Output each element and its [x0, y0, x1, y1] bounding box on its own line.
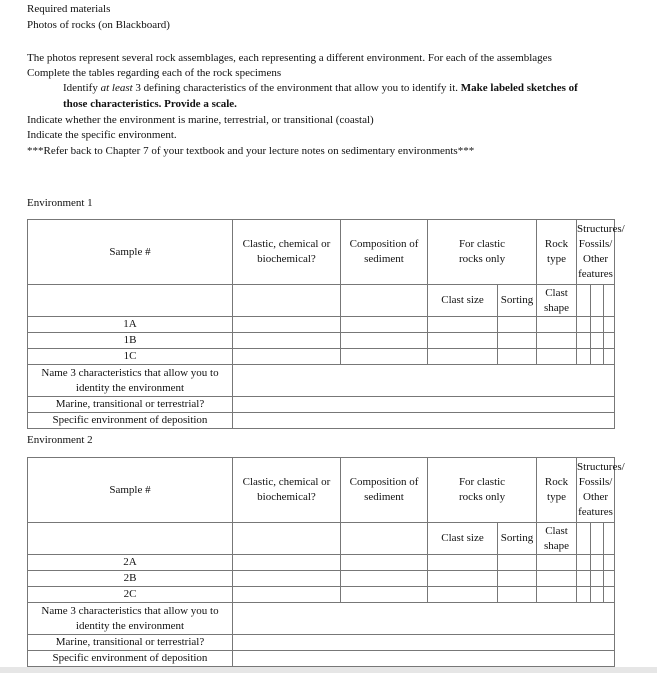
empty-cell[interactable]: [591, 285, 604, 317]
table-cell[interactable]: [428, 317, 498, 333]
sorting-header: Sorting: [498, 523, 537, 555]
characteristics-answer-cell[interactable]: [233, 603, 615, 635]
sample-label: 1B: [28, 333, 233, 349]
table-cell[interactable]: [591, 571, 604, 587]
indicate-environment-text: Indicate whether the environment is marine, terrestrial, or transitional (coastal): [27, 114, 374, 126]
table-cell[interactable]: [604, 587, 615, 603]
table-cell[interactable]: [428, 333, 498, 349]
for-clastic-header: For clastic rocks only: [428, 458, 537, 523]
empty-cell[interactable]: [341, 523, 428, 555]
intro-text: The photos represent several rock assemblages, each representing a different environment. For each of the assemblages: [27, 52, 552, 64]
environment-2-table: [27, 457, 625, 667]
table-cell[interactable]: [577, 349, 591, 365]
table-cell[interactable]: [498, 333, 537, 349]
composition-header: Composition of sediment: [341, 458, 428, 523]
table-cell[interactable]: [233, 555, 341, 571]
table-cell[interactable]: [428, 587, 498, 603]
required-materials-heading: Required materials: [27, 3, 111, 15]
marine-label: Marine, transitional or terrestrial?: [28, 635, 233, 651]
table-cell[interactable]: [498, 587, 537, 603]
table-cell[interactable]: [233, 333, 341, 349]
characteristics-answer-cell[interactable]: [233, 365, 615, 397]
table-cell[interactable]: [537, 571, 577, 587]
environment-1-title: Environment 1: [27, 197, 93, 209]
clast-shape-header: Clast shape: [537, 285, 577, 317]
table-cell[interactable]: [604, 333, 615, 349]
table-cell[interactable]: [341, 571, 428, 587]
specific-environment-label: Specific environment of deposition: [28, 651, 233, 667]
table-cell[interactable]: [604, 555, 615, 571]
empty-cell[interactable]: [28, 285, 233, 317]
empty-cell[interactable]: [577, 285, 591, 317]
table-cell[interactable]: [577, 555, 591, 571]
specific-answer-cell[interactable]: [233, 651, 615, 667]
table-cell[interactable]: [428, 555, 498, 571]
table-cell[interactable]: [537, 333, 577, 349]
rock-type-header: Rock type: [537, 458, 577, 523]
table-cell[interactable]: [233, 317, 341, 333]
table-cell[interactable]: [604, 349, 615, 365]
table-cell[interactable]: [537, 555, 577, 571]
environment-2-title: Environment 2: [27, 434, 93, 446]
sorting-header: Sorting: [498, 285, 537, 317]
table-cell[interactable]: [591, 587, 604, 603]
sample-label: 1C: [28, 349, 233, 365]
table-cell[interactable]: [428, 349, 498, 365]
clast-shape-header: Clast shape: [537, 523, 577, 555]
empty-cell[interactable]: [604, 285, 615, 317]
clast-size-header: Clast size: [428, 285, 498, 317]
table-cell[interactable]: [604, 317, 615, 333]
marine-answer-cell[interactable]: [233, 397, 615, 413]
table-cell[interactable]: [341, 555, 428, 571]
table-cell[interactable]: [498, 317, 537, 333]
sample-label: 2A: [28, 555, 233, 571]
empty-cell[interactable]: [233, 523, 341, 555]
identify-text: Identify at least 3 defining characteristics of the environment that allow you to identify it. Make labeled sketches of: [63, 82, 578, 94]
clastic-header: Clastic, chemical or biochemical?: [233, 220, 341, 285]
table-cell[interactable]: [233, 571, 341, 587]
sample-header: Sample #: [28, 220, 233, 285]
table-cell[interactable]: [498, 349, 537, 365]
table-cell[interactable]: [577, 587, 591, 603]
table-cell[interactable]: [498, 555, 537, 571]
clast-size-header: Clast size: [428, 523, 498, 555]
table-cell[interactable]: [577, 333, 591, 349]
table-cell[interactable]: [537, 587, 577, 603]
indicate-specific-text: Indicate the specific environment.: [27, 129, 177, 141]
table-cell[interactable]: [233, 349, 341, 365]
empty-cell[interactable]: [591, 523, 604, 555]
empty-cell[interactable]: [233, 285, 341, 317]
sample-label: 1A: [28, 317, 233, 333]
environment-1-table: [27, 219, 625, 429]
table-cell[interactable]: [591, 349, 604, 365]
specific-environment-label: Specific environment of deposition: [28, 413, 233, 429]
photos-note: Photos of rocks (on Blackboard): [27, 19, 170, 31]
table-cell[interactable]: [233, 587, 341, 603]
structures-header: Structures/ Fossils/ Other features: [577, 458, 615, 523]
name-characteristics-label: Name 3 characteristics that allow you to identity the environment: [28, 603, 233, 635]
identify-text-continued: those characteristics. Provide a scale.: [63, 98, 237, 110]
table-cell[interactable]: [341, 587, 428, 603]
empty-cell[interactable]: [341, 285, 428, 317]
table-cell[interactable]: [591, 333, 604, 349]
for-clastic-header: For clastic rocks only: [428, 220, 537, 285]
sample-header: Sample #: [28, 458, 233, 523]
rock-type-header: Rock type: [537, 220, 577, 285]
table-cell[interactable]: [591, 555, 604, 571]
clastic-header: Clastic, chemical or biochemical?: [233, 458, 341, 523]
composition-header: Composition of sediment: [341, 220, 428, 285]
table-cell[interactable]: [341, 349, 428, 365]
specific-answer-cell[interactable]: [233, 413, 615, 429]
name-characteristics-label: Name 3 characteristics that allow you to identity the environment: [28, 365, 233, 397]
table-cell[interactable]: [498, 571, 537, 587]
table-cell[interactable]: [577, 317, 591, 333]
table-cell[interactable]: [537, 317, 577, 333]
structures-header: Structures/ Fossils/ Other features: [577, 220, 615, 285]
marine-answer-cell[interactable]: [233, 635, 615, 651]
refer-back-text: ***Refer back to Chapter 7 of your textbook and your lecture notes on sedimentary environments***: [27, 145, 475, 157]
sample-label: 2C: [28, 587, 233, 603]
marine-label: Marine, transitional or terrestrial?: [28, 397, 233, 413]
table-cell[interactable]: [341, 333, 428, 349]
table-cell[interactable]: [537, 349, 577, 365]
table-cell[interactable]: [341, 317, 428, 333]
table-cell[interactable]: [577, 571, 591, 587]
complete-text: Complete the tables regarding each of the rock specimens: [27, 67, 282, 79]
sample-label: 2B: [28, 571, 233, 587]
empty-cell[interactable]: [604, 523, 615, 555]
empty-cell[interactable]: [577, 523, 591, 555]
table-cell[interactable]: [591, 317, 604, 333]
viewer-bottom-bar: [0, 667, 657, 673]
table-cell[interactable]: [428, 571, 498, 587]
table-cell[interactable]: [604, 571, 615, 587]
empty-cell[interactable]: [28, 523, 233, 555]
